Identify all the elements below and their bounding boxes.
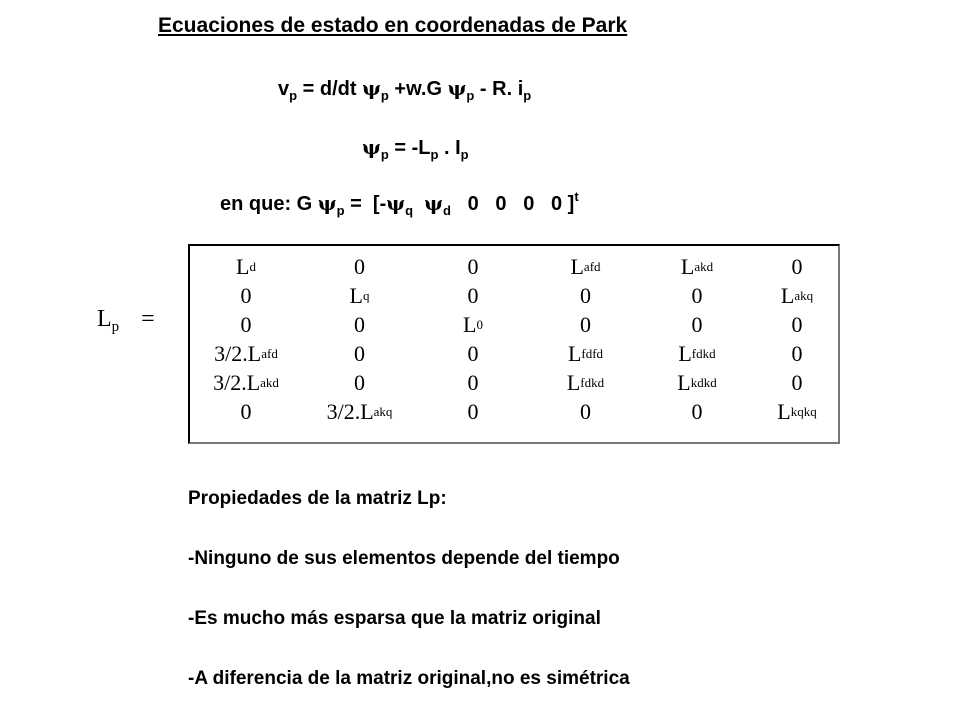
state-equation-voltage: $v_p = d/dt$ $\psi_p +w.G$ $\psi_p$ - R. $i_p$ [278, 76, 532, 103]
state-equation-g-definition: en que: G $\psi_p = [-\psi_q$ $\psi_d$ 0 0 0 0 ]$^t$ [220, 189, 579, 218]
matrix-cell: 0 [467, 369, 479, 395]
matrix-cell: L akd [680, 253, 714, 279]
matrix-cell: 0 [240, 398, 252, 424]
property-item: -A diferencia de la matriz original,no es simétrica [188, 668, 630, 689]
matrix-cell: 3/2.L akq [326, 398, 393, 424]
lp-matrix-label: $L_p$ = [97, 306, 155, 335]
property-item: -Ninguno de sus elementos depende del tiempo [188, 548, 620, 569]
matrix-cell: 0 [691, 311, 703, 337]
matrix-cell: 0 [791, 253, 803, 279]
matrix-cell: L fdfd [567, 340, 604, 366]
matrix-cell: 0 [240, 282, 252, 308]
properties-section [188, 488, 630, 728]
matrix-cell: 0 [354, 253, 365, 279]
matrix-cell: L afd [570, 253, 601, 279]
matrix-cell: 0 [354, 340, 365, 366]
matrix-cell: L fdkd [566, 369, 605, 395]
matrix-cell: L d [236, 253, 256, 279]
matrix-cell: 0 [467, 398, 479, 424]
matrix-cell: 0 [467, 340, 479, 366]
matrix-cell: 0 [467, 253, 479, 279]
lp-matrix [188, 244, 840, 444]
matrix-cell: 0 [791, 311, 803, 337]
matrix-cell: 0 [691, 398, 703, 424]
page-title: Ecuaciones de estado en coordenadas de Park [158, 14, 628, 37]
matrix-cell: L kdkd [677, 369, 717, 395]
matrix-cell: L fdkd [678, 340, 716, 366]
matrix-cell: 0 [791, 340, 803, 366]
matrix-cell: 0 [354, 311, 365, 337]
matrix-cell: 0 [580, 398, 591, 424]
matrix-cell: L akq [780, 282, 814, 308]
lp-matrix-grid [190, 252, 838, 426]
matrix-cell: 0 [580, 311, 591, 337]
matrix-cell: L q [349, 282, 370, 308]
matrix-cell: 3/2.L akd [213, 369, 279, 395]
matrix-cell: 0 [791, 369, 803, 395]
matrix-cell: 0 [580, 282, 591, 308]
matrix-cell: 0 [467, 282, 479, 308]
matrix-cell: L 0 [463, 311, 483, 337]
properties-heading: Propiedades de la matriz Lp: [188, 488, 447, 509]
property-item: -Es mucho más esparsa que la matriz original [188, 608, 601, 629]
matrix-cell: 3/2.L afd [214, 340, 278, 366]
matrix-cell: 0 [240, 311, 252, 337]
matrix-cell: 0 [691, 282, 703, 308]
matrix-cell: L kqkq [777, 398, 817, 424]
state-equation-flux: $\psi_p = -L_p$ . $I_p$ [362, 135, 469, 162]
matrix-cell: 0 [354, 369, 365, 395]
